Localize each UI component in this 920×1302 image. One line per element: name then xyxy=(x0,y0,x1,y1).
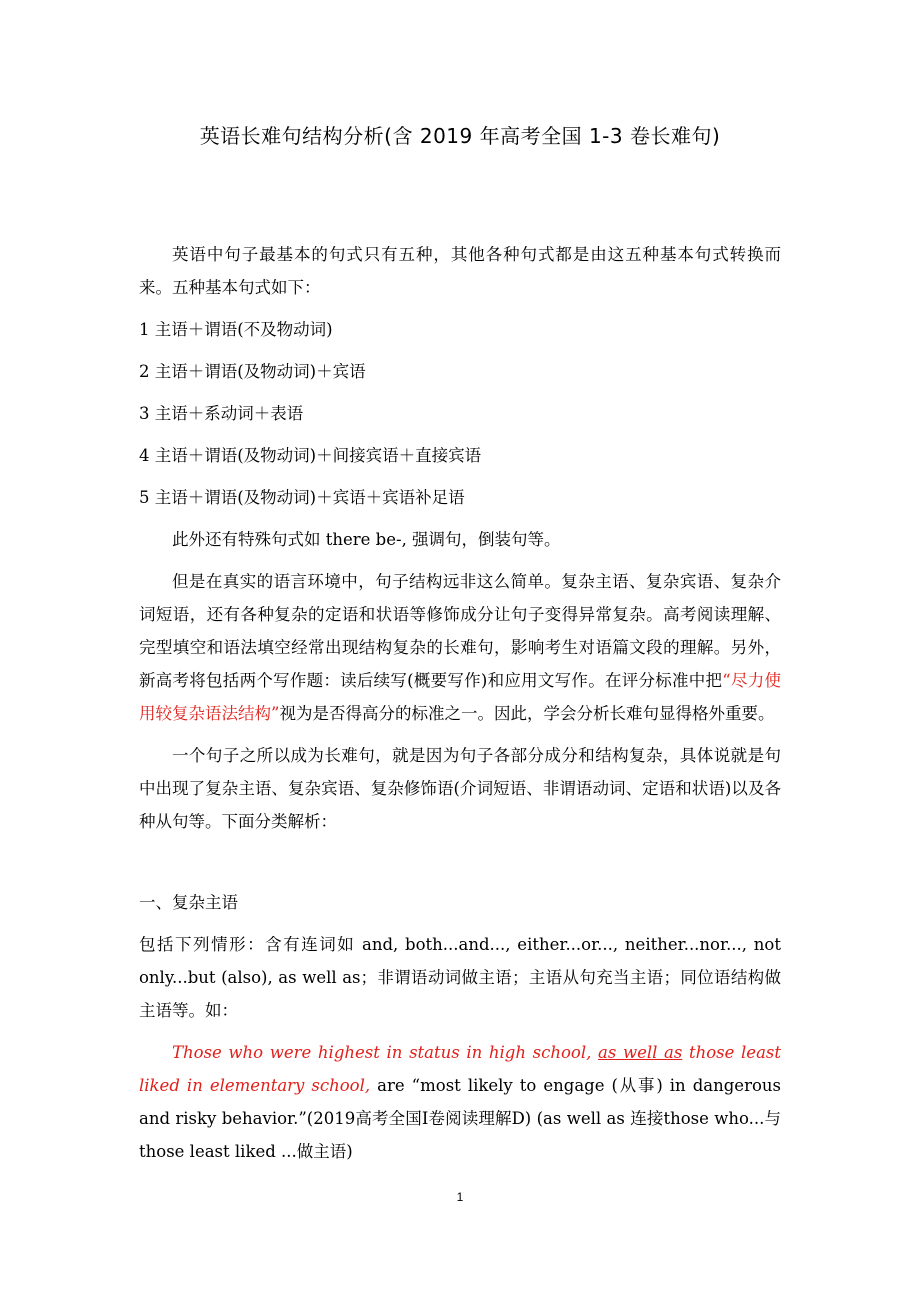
long-sentence-paragraph: 一个句子之所以成为长难句，就是因为句子各部分成分和结构复杂，具体说就是句中出现了复杂主语、复杂宾语、复杂修饰语(介词短语、非谓语动词、定语和状语)以及各种从句等。下面分类解析： xyxy=(139,746,781,831)
page-number: 1 xyxy=(456,1190,464,1204)
intro-paragraph: 英语中句子最基本的句式只有五种，其他各种句式都是由这五种基本句式转换而来。五种基本句式如下： xyxy=(139,245,781,297)
document-title: 英语长难句结构分析(含 2019 年高考全国 1-3 卷长难句) xyxy=(199,124,721,148)
document-body xyxy=(139,238,781,1177)
example-subject-part-1: Those who were highest in status in high school, xyxy=(172,1043,598,1062)
complexity-paragraph xyxy=(139,565,781,730)
pattern-1: 1 主语＋谓语(不及物动词) xyxy=(139,320,333,339)
example-rest: are “most likely to engage (从事) in dangerous and risky behavior.”(2019高考全国Ⅰ卷阅读理解D) (as well as 连接those who...与those least liked ...做主语) xyxy=(139,1076,781,1161)
section-description: 包括下列情形：含有连词如 and, both...and..., either...or..., neither...nor..., not only...but (also), as well as；非谓语动词做主语；主语从句充当主语；同位语结构做主语等。如： xyxy=(139,935,781,1020)
example-subject-part-2: those least liked in elementary school, xyxy=(139,1043,782,1095)
pattern-4: 4 主语＋谓语(及物动词)＋间接宾语＋直接宾语 xyxy=(139,446,482,465)
section-heading: 一、复杂主语 xyxy=(139,893,238,912)
pattern-5: 5 主语＋谓语(及物动词)＋宾语＋宾语补足语 xyxy=(139,488,465,507)
special-sentence-paragraph: 此外还有特殊句式如 there be-, 强调句，倒装句等。 xyxy=(172,530,561,549)
complexity-text-before: 但是在真实的语言环境中，句子结构远非这么简单。复杂主语、复杂宾语、复杂介词短语，还有各种复杂的定语和状语等修饰成分让句子变得异常复杂。高考阅读理解、完型填空和语法填空经常出现结构复杂的长难句，影响考生对语篇文段的理解。另外，新高考将包括两个写作题：读后续写(概要写作)和应用文写作。在评分标准中把 xyxy=(139,572,781,690)
pattern-3: 3 主语＋系动词＋表语 xyxy=(139,404,304,423)
pattern-2: 2 主语＋谓语(及物动词)＋宾语 xyxy=(139,362,366,381)
example-sentence xyxy=(139,1036,781,1168)
complexity-text-after: 视为是否得高分的标准之一。因此，学会分析长难句显得格外重要。 xyxy=(279,704,775,723)
example-connector: as well as xyxy=(598,1043,683,1062)
highlight-phrase: “尽力使用较复杂语法结构” xyxy=(139,671,782,723)
